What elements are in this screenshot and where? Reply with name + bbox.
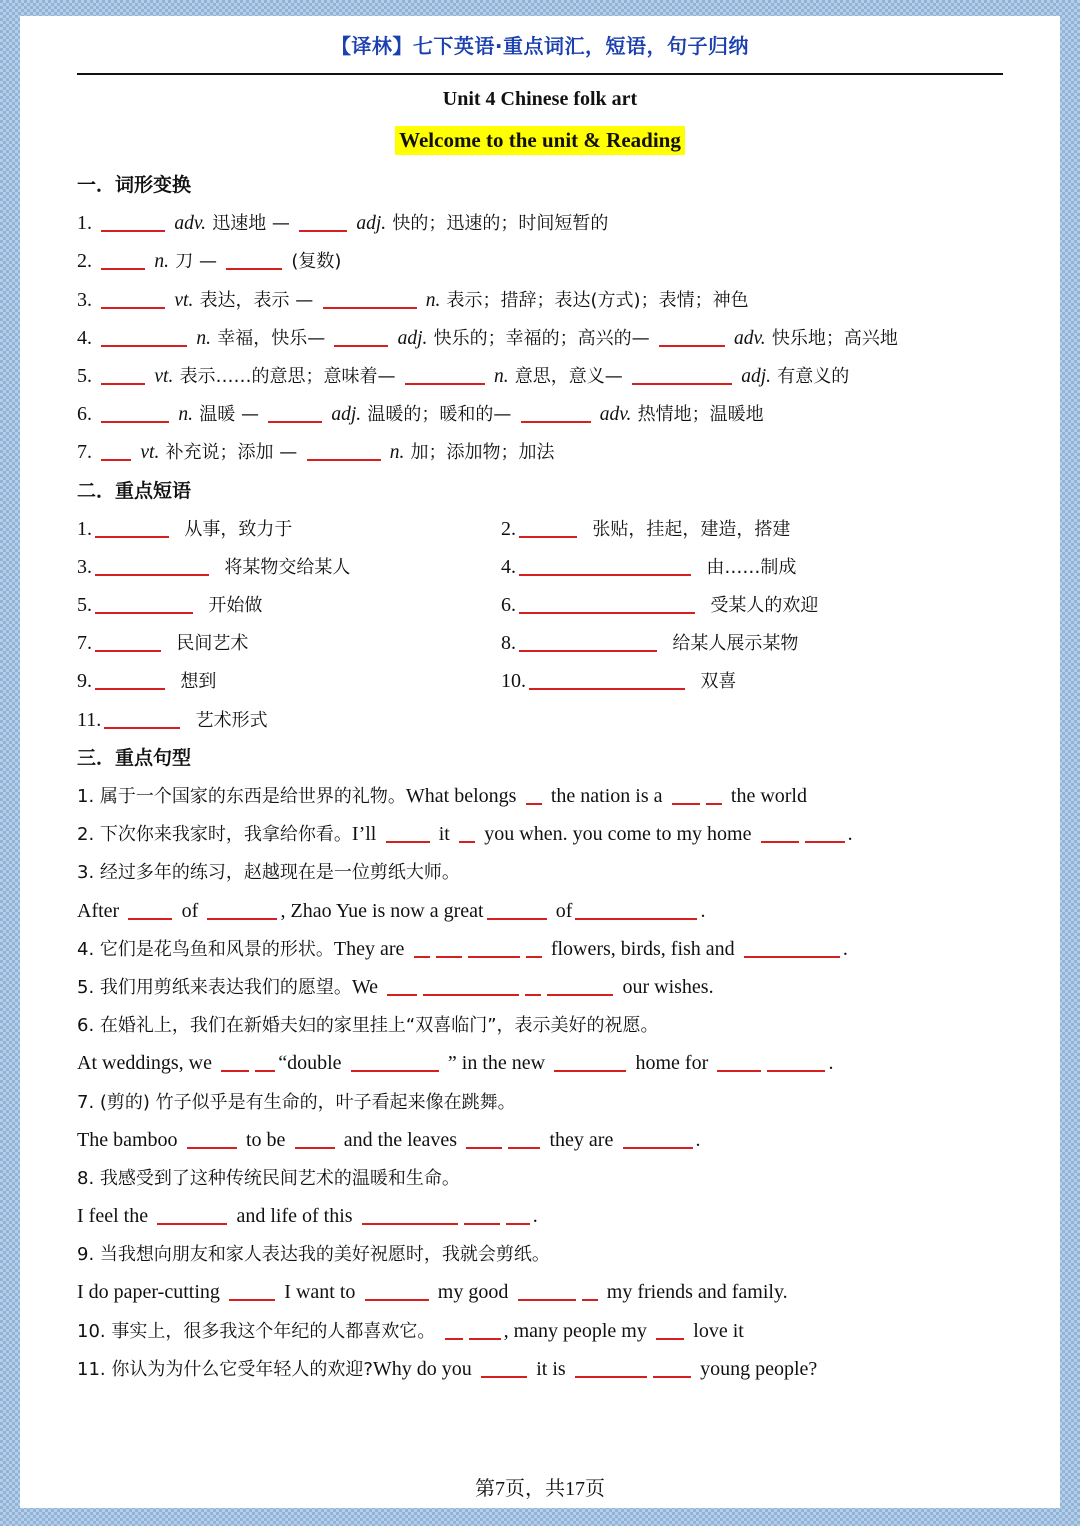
blank-line[interactable] (519, 535, 577, 538)
blank-line[interactable] (506, 1222, 530, 1225)
blank-line[interactable] (101, 267, 145, 270)
blank-line[interactable] (445, 1337, 463, 1340)
sentence-11: 11. 你认为为什么它受年轻人的欢迎?Why do you it is young people? (77, 1357, 818, 1380)
sentence-9-cn: 9. 当我想向朋友和家人表达我的美好祝愿时，我就会剪纸。 (77, 1244, 550, 1266)
blank-line[interactable] (519, 611, 695, 614)
blank-line[interactable] (387, 993, 417, 996)
blank-line[interactable] (519, 649, 657, 652)
blank-line[interactable] (575, 1375, 647, 1378)
worksheet-content (77, 166, 1017, 1388)
blank-line[interactable] (128, 917, 172, 920)
blank-line[interactable] (468, 955, 520, 958)
subtitle-highlight: Welcome to the unit & Reading (395, 126, 685, 155)
header-divider (77, 73, 1003, 75)
blank-line[interactable] (101, 306, 165, 309)
blank-line[interactable] (575, 917, 697, 920)
blank-line[interactable] (226, 267, 282, 270)
phrase-item-2: 2. 张贴，挂起，建造，搭建 (501, 517, 791, 540)
word-form-item-4: 4. n. 幸福，快乐— adj. 快乐的；幸福的；高兴的— adv. 快乐地；高兴地 (77, 326, 898, 349)
section-heading-word-forms: 一．词形变换 (77, 174, 192, 196)
blank-line[interactable] (405, 382, 485, 385)
unit-title: Unit 4 Chinese folk art (442, 88, 638, 110)
sentence-2: 2. 下次你来我家时，我拿给你看。I’ll it you when. you come to my home . (77, 823, 853, 846)
blank-line[interactable] (659, 344, 725, 347)
word-form-item-1: 1. adv. 迅速地 — adj. 快的；迅速的；时间短暂的 (77, 212, 609, 235)
blank-line[interactable] (334, 344, 388, 347)
sentence-7-en: The bamboo to be and the leaves they are . (77, 1128, 701, 1151)
blank-line[interactable] (526, 955, 542, 958)
word-form-item-2: 2. n. 刀 — (复数) (77, 250, 342, 273)
sentence-3-en: After of , Zhao Yue is now a great of . (77, 899, 706, 922)
blank-line[interactable] (464, 1222, 500, 1225)
phrase-item-11: 11. 艺术形式 (77, 708, 268, 731)
phrase-item-3: 3. 将某物交给某人 (77, 555, 351, 578)
blank-line[interactable] (547, 993, 613, 996)
blank-line[interactable] (508, 1146, 540, 1149)
blank-line[interactable] (365, 1298, 429, 1301)
sentence-10: 10. 事实上，很多我这个年纪的人都喜欢它。 , many people my love it (77, 1319, 744, 1342)
blank-line[interactable] (519, 573, 691, 576)
phrase-item-7: 7. 民间艺术 (77, 632, 249, 655)
phrase-item-10: 10. 双喜 (501, 670, 737, 693)
blank-line[interactable] (582, 1298, 598, 1301)
sentence-1: 1. 属于一个国家的东西是给世界的礼物。What belongs the nation is a the world (77, 785, 807, 807)
sentence-9-en: I do paper-cutting I want to my good my friends and family. (77, 1281, 788, 1304)
blank-line[interactable] (717, 1069, 761, 1072)
blank-line[interactable] (481, 1375, 527, 1378)
blank-line[interactable] (744, 955, 840, 958)
blank-line[interactable] (221, 1069, 249, 1072)
blank-line[interactable] (525, 993, 541, 996)
blank-line[interactable] (187, 1146, 237, 1149)
blank-line[interactable] (95, 649, 161, 652)
blank-line[interactable] (95, 611, 193, 614)
blank-line[interactable] (295, 1146, 335, 1149)
subtitle-wrap (20, 126, 1060, 155)
blank-line[interactable] (706, 802, 722, 805)
blank-line[interactable] (518, 1298, 576, 1301)
blank-line[interactable] (469, 1337, 501, 1340)
page-number: 第7页，共17页 (475, 1478, 605, 1500)
blank-line[interactable] (351, 1069, 439, 1072)
blank-line[interactable] (767, 1069, 825, 1072)
word-form-item-3: 3. vt. 表达，表示 — n. 表示；措辞；表达(方式)；表情；神色 (77, 288, 749, 311)
phrase-row (77, 701, 1017, 739)
blank-line[interactable] (207, 917, 277, 920)
phrase-item-8: 8. 给某人展示某物 (501, 632, 799, 655)
blank-line[interactable] (101, 420, 169, 423)
phrase-row (77, 586, 1017, 624)
blank-line[interactable] (101, 229, 165, 232)
sentence-6-cn: 6. 在婚礼上，我们在新婚夫妇的家里挂上“双喜临门”，表示美好的祝愿。 (77, 1015, 659, 1037)
blank-line[interactable] (299, 229, 347, 232)
phrase-row (77, 548, 1017, 586)
section-heading-phrases: 二．重点短语 (77, 479, 192, 502)
section-heading-sentences: 三．重点句型 (77, 746, 192, 769)
blank-line[interactable] (157, 1222, 227, 1225)
blank-line[interactable] (414, 955, 430, 958)
header-title: 【译林】七下英语·重点词汇，短语，句子归纳 (330, 34, 750, 58)
blank-line[interactable] (805, 840, 845, 843)
blank-line[interactable] (255, 1069, 275, 1072)
blank-line[interactable] (323, 306, 417, 309)
blank-line[interactable] (104, 726, 180, 729)
blank-line[interactable] (653, 1375, 691, 1378)
blank-line[interactable] (307, 458, 381, 461)
blank-line[interactable] (521, 420, 591, 423)
blank-line[interactable] (466, 1146, 502, 1149)
blank-line[interactable] (529, 687, 685, 690)
phrase-item-4: 4. 由……制成 (501, 555, 797, 578)
sentence-5: 5. 我们用剪纸来表达我们的愿望。We our wishes. (77, 975, 714, 998)
blank-line[interactable] (656, 1337, 684, 1340)
blank-line[interactable] (423, 993, 519, 996)
word-form-item-7: 7. vt. 补充说；添加 — n. 加；添加物；加法 (77, 441, 555, 464)
sentence-8-en: I feel the and life of this . (77, 1205, 538, 1228)
blank-line[interactable] (526, 802, 542, 805)
sentence-3-cn: 3. 经过多年的练习，赵越现在是一位剪纸大师。 (77, 862, 460, 884)
phrase-row (77, 662, 1017, 700)
blank-line[interactable] (268, 420, 322, 423)
blank-line[interactable] (672, 802, 700, 805)
blank-line[interactable] (101, 382, 145, 385)
phrase-item-9: 9. 想到 (77, 670, 217, 693)
sentence-8-cn: 8. 我感受到了这种传统民间艺术的温暖和生命。 (77, 1167, 460, 1189)
word-form-item-6: 6. n. 温暖 — adj. 温暖的；暖和的— adv. 热情地；温暖地 (77, 403, 764, 426)
blank-line[interactable] (487, 917, 547, 920)
blank-line[interactable] (229, 1298, 275, 1301)
blank-line[interactable] (95, 535, 169, 538)
blank-line[interactable] (95, 573, 209, 576)
word-form-item-5: 5. vt. 表示……的意思；意味着— n. 意思，意义— adj. 有意义的 (77, 364, 850, 387)
blank-line[interactable] (632, 382, 732, 385)
phrase-item-1: 1. 从事，致力于 (77, 517, 293, 540)
blank-line[interactable] (101, 344, 187, 347)
phrase-row (77, 510, 1017, 548)
phrase-item-6: 6. 受某人的欢迎 (501, 594, 819, 617)
sentence-7-cn: 7. (剪的) 竹子似乎是有生命的，叶子看起来像在跳舞。 (77, 1091, 516, 1113)
sentence-4: 4. 它们是花鸟鱼和风景的形状。They are flowers, birds, fish and . (77, 937, 848, 960)
blank-line[interactable] (623, 1146, 693, 1149)
blank-line[interactable] (554, 1069, 626, 1072)
blank-line[interactable] (95, 687, 165, 690)
blank-line[interactable] (436, 955, 462, 958)
phrase-item-5: 5. 开始做 (77, 594, 263, 617)
blank-line[interactable] (101, 458, 131, 461)
phrase-row (77, 624, 1017, 662)
sentence-6-en: At weddings, we “double ” in the new home for . (77, 1052, 834, 1075)
document-page (20, 16, 1060, 1508)
blank-line[interactable] (761, 840, 799, 843)
blank-line[interactable] (459, 840, 475, 843)
blank-line[interactable] (362, 1222, 458, 1225)
blank-line[interactable] (386, 840, 430, 843)
